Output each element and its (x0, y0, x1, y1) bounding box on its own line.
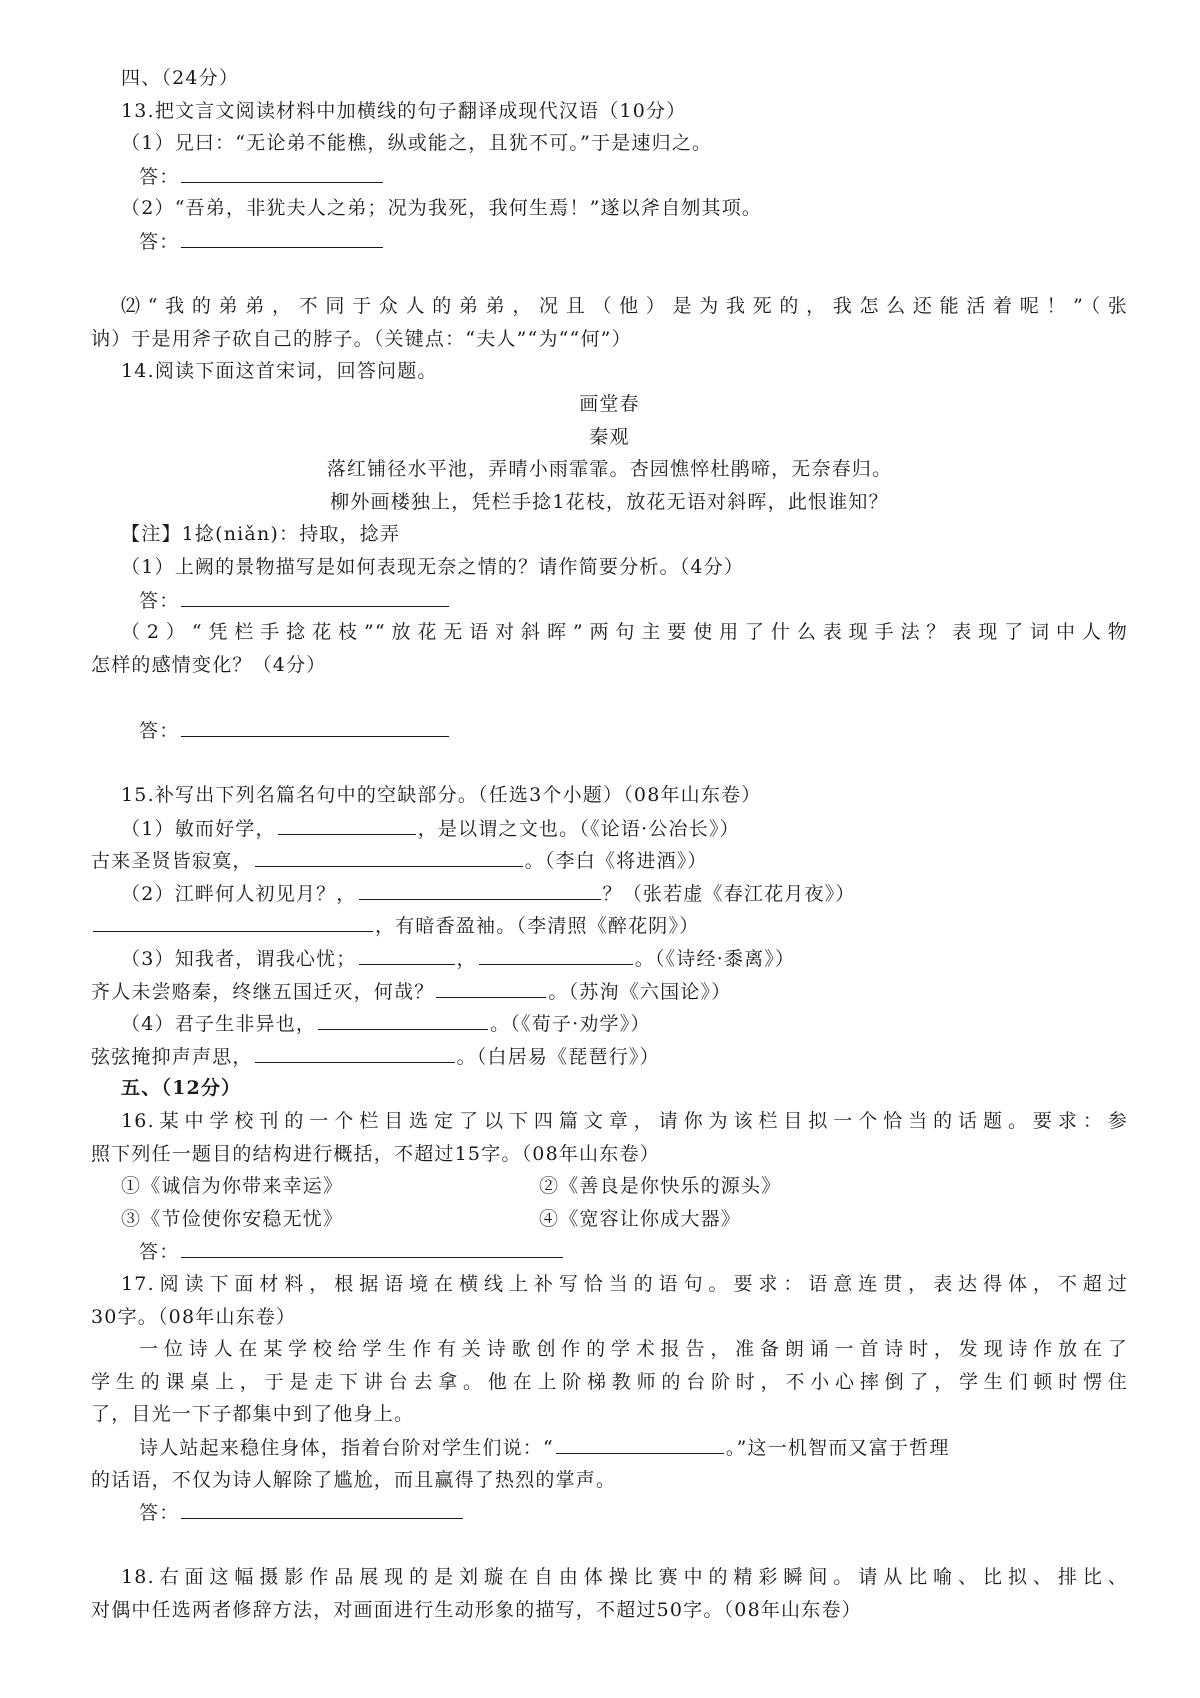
option-2: ②《善良是你快乐的源头》 (539, 1175, 782, 1198)
poem-line-1: 落红铺径水平池，弄晴小雨霏霏。杏园憔悴杜鹃啼，无奈春归。 (326, 458, 893, 481)
material-para-2-line-2: 的话语，不仅为诗人解除了尴尬，而且赢得了热烈的掌声。 (91, 1468, 617, 1491)
answer-line-14-1: 答： (91, 584, 1128, 617)
answer-blank[interactable] (181, 225, 383, 248)
answer-line-13-1: 答： (91, 160, 1128, 193)
question-13: 13.把文言文阅读材料中加横线的句子翻译成现代汉语（10分） (121, 99, 687, 122)
question-15-3-a: （3）知我者，谓我心忧； ， 。（《诗经·黍离》） (91, 942, 1128, 975)
poem-note: 【注】1捻(niǎn)：持取，捻弄 (121, 523, 401, 546)
option-1: ①《诚信为你带来幸运》 (121, 1175, 344, 1198)
question-15: 15.补写出下列名篇名句中的空缺部分。（任选3个小题）（08年山东卷） (121, 784, 762, 807)
question-18-line-2: 对偶中任选两者修辞方法，对画面进行生动形象的描写，不超过50字。（08年山东卷） (91, 1598, 862, 1621)
material-para-1-line-3: 了，目光一下子都集中到了他身上。 (91, 1403, 415, 1426)
question-17-line-2: 30字。（08年山东卷） (91, 1305, 297, 1328)
fill-blank[interactable] (436, 975, 546, 998)
fill-blank[interactable] (359, 942, 455, 965)
answer-blank[interactable] (181, 160, 383, 183)
material-para-1-line-1: 一位诗人在某学校给学生作有关诗歌创作的学术报告，准备朗诵一首诗时，发现诗作放在了 (139, 1338, 1128, 1361)
fill-blank[interactable] (556, 1431, 724, 1454)
question-15-4-a: （4）君子生非异也， 。（《荀子·劝学》） (91, 1007, 1128, 1040)
question-16-line-2: 照下列任一题目的结构进行概括，不超过15字。（08年山东卷） (91, 1142, 660, 1165)
explanation-line-2: 讷）于是用斧子砍自己的脖子。（关键点：“夫人”“为““何”） (91, 327, 632, 350)
answer-line-14-2: 答： (91, 714, 1128, 747)
answer-line-16: 答： (91, 1235, 1128, 1268)
option-3: ③《节俭使你安稳无忧》 (121, 1207, 344, 1230)
question-13-2: （2）“吾弟，非犹夫人之弟；况为我死，我何生焉！”遂以斧自刎其项。 (121, 197, 763, 220)
answer-line-17: 答： (91, 1496, 1128, 1529)
material-para-1-line-2: 学生的课桌上，于是走下讲台去拿。他在上阶梯教师的台阶时，不小心摔倒了，学生们顿时愣住 (91, 1370, 1128, 1393)
section-five-heading: 五、（12分） (121, 1077, 242, 1100)
fill-blank[interactable] (93, 909, 373, 932)
answer-blank[interactable] (181, 714, 449, 737)
question-15-2-a: （2）江畔何人初见月？， ？（张若虚《春江花月夜》） (91, 877, 1128, 910)
question-14-2-line-1: （2）“凭栏手捻花枝”“放花无语对斜晖”两句主要使用了什么表现手法？表现了词中人物 (121, 621, 1128, 644)
poem-title: 画堂春 (579, 392, 640, 415)
question-15-1-b: 古来圣贤皆寂寞， 。（李白《将进酒》） (91, 844, 1128, 877)
question-15-2-b: ，有暗香盈袖。（李清照《醉花阴》） (91, 909, 1128, 942)
question-14: 14.阅读下面这首宋词，回答问题。 (121, 360, 438, 383)
question-13-1: （1）兄曰：“无论弟不能樵，纵或能之，且犹不可。”于是速归之。 (121, 132, 713, 155)
answer-blank[interactable] (181, 1496, 463, 1519)
question-15-3-b: 齐人未尝赂秦，终继五国迁灭，何哉？ 。（苏洵《六国论》） (91, 975, 1128, 1008)
question-16-line-1: 16.某中学校刊的一个栏目选定了以下四篇文章，请你为该栏目拟一个恰当的话题。要求：参 (121, 1110, 1128, 1132)
fill-blank[interactable] (479, 942, 633, 965)
section-four-heading: 四、（24分） (121, 67, 240, 89)
answer-blank[interactable] (181, 584, 449, 607)
option-4: ④《宽容让你成大器》 (539, 1207, 742, 1230)
question-15-4-b: 弦弦掩抑声声思， 。（白居易《琵琶行》） (91, 1040, 1128, 1073)
question-18-line-1: 18.右面这幅摄影作品展现的是刘璇在自由体操比赛中的精彩瞬间。请从比喻、比拟、排比、 (121, 1566, 1128, 1589)
question-17-line-1: 17.阅读下面材料，根据语境在横线上补写恰当的语句。要求：语意连贯，表达得体，不超过 (121, 1272, 1128, 1295)
question-14-2-line-2: 怎样的感情变化？（4分） (91, 653, 327, 676)
fill-blank[interactable] (318, 1007, 488, 1030)
fill-blank[interactable] (359, 877, 601, 900)
answer-blank[interactable] (181, 1235, 563, 1258)
explanation-line-1: ⑵“我的弟弟，不同于众人的弟弟，况且（他）是为我死的，我怎么还能活着呢！”（张 (121, 295, 1128, 318)
question-16-options-row-1 (91, 1170, 1128, 1203)
poem-author: 秦观 (589, 425, 630, 448)
question-14-1: （1）上阙的景物描写是如何表现无奈之情的？请作简要分析。（4分） (121, 555, 745, 578)
fill-blank[interactable] (255, 1040, 455, 1063)
answer-line-13-2: 答： (91, 225, 1128, 258)
fill-blank[interactable] (255, 844, 523, 867)
poem-line-2: 柳外画楼独上，凭栏手捻1花枝，放花无语对斜晖，此恨谁知？ (330, 490, 889, 513)
fill-blank[interactable] (278, 812, 416, 835)
question-16-options-row-2 (91, 1203, 1128, 1236)
material-para-2-line-1: 诗人站起来稳住身体，指着台阶对学生们说：“ 。”这一机智而又富于哲理 (91, 1431, 1128, 1464)
question-15-1-a: （1）敏而好学， ，是以谓之文也。（《论语·公冶长》） (91, 812, 1128, 845)
